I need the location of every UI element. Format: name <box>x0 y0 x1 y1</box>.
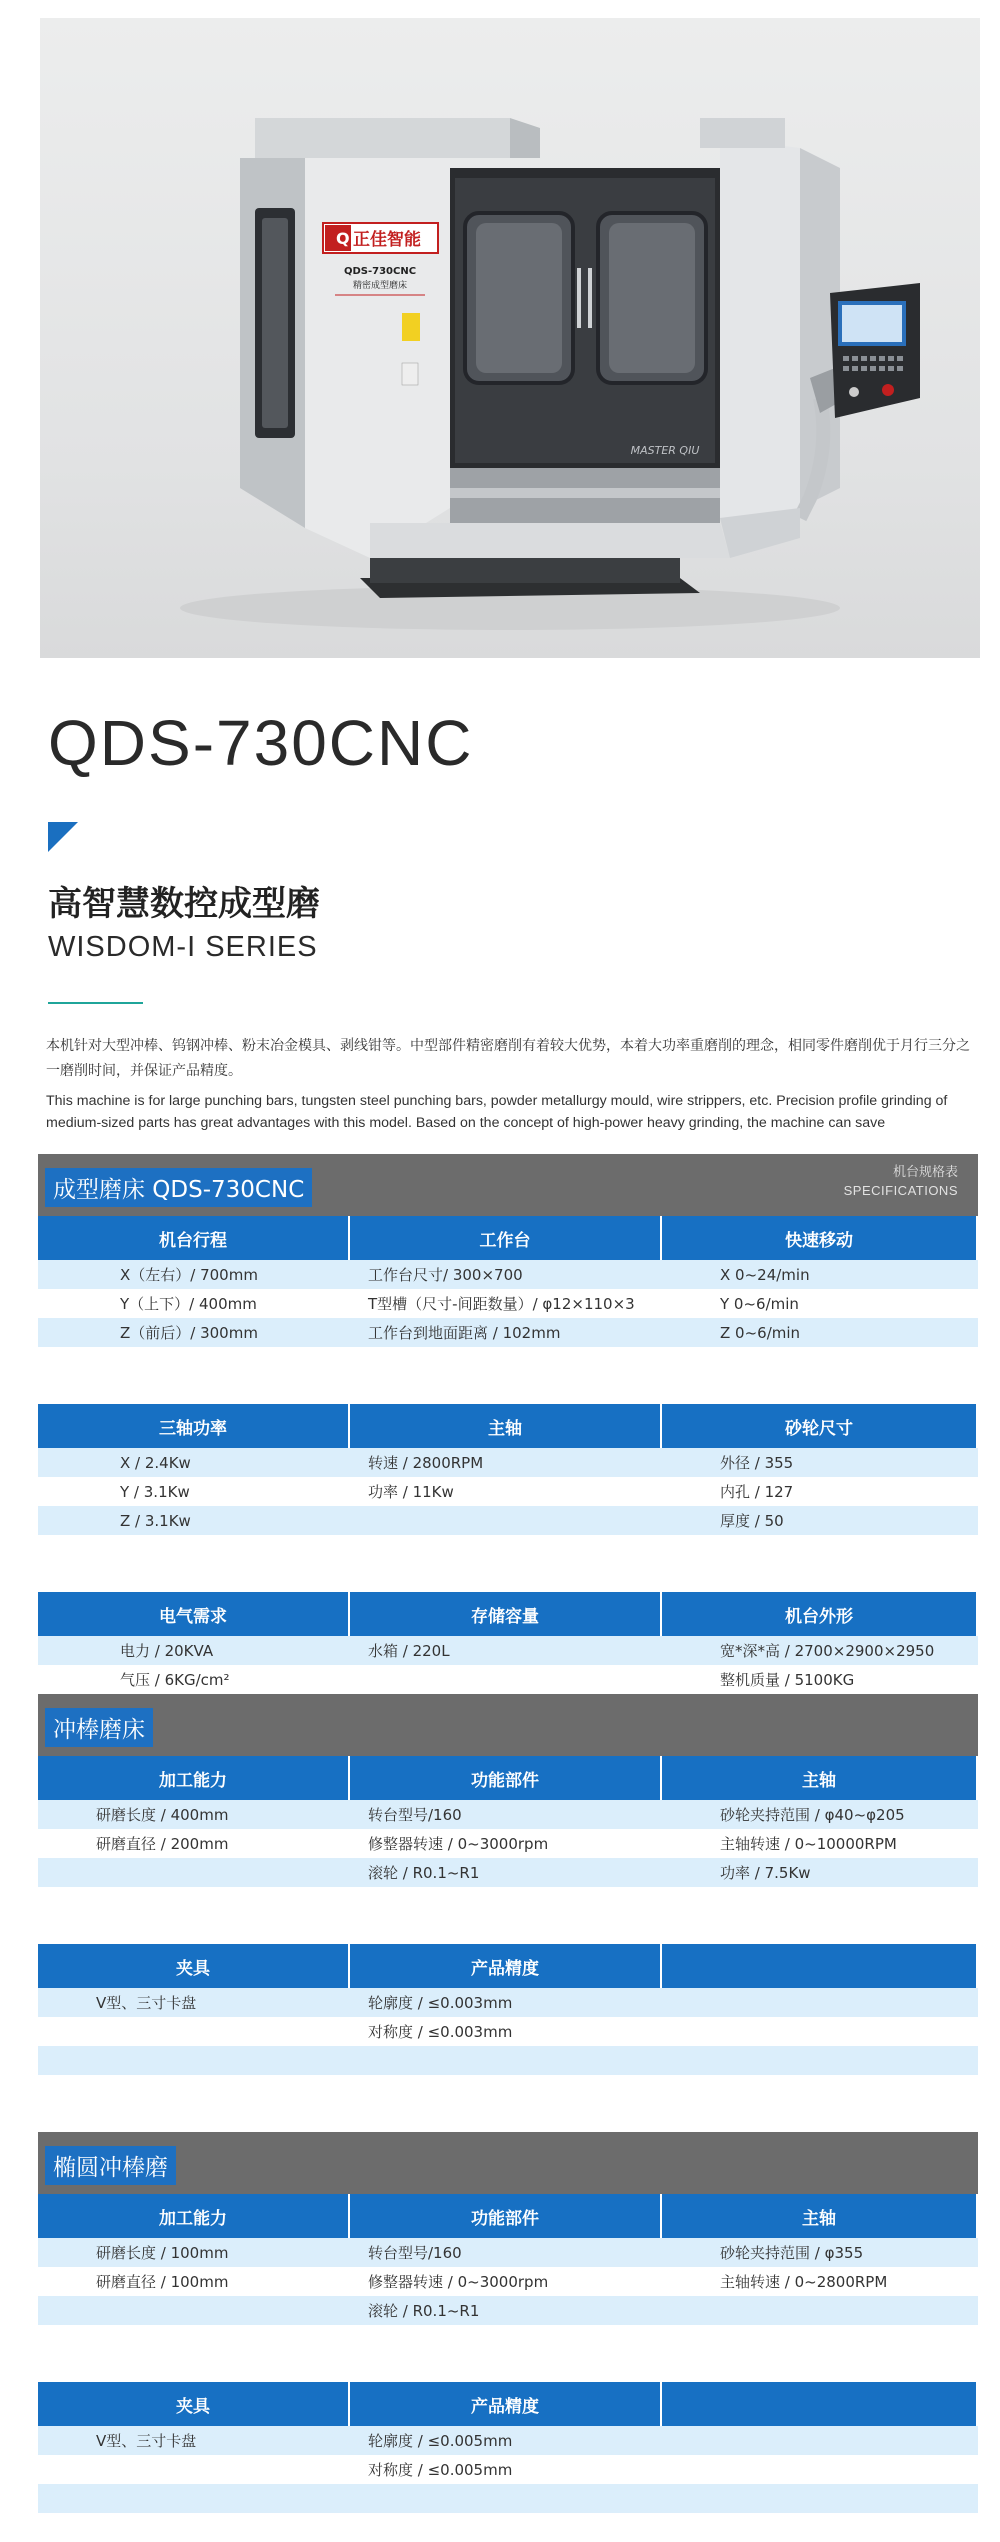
spec-cell: 整机质量 / 5100KG <box>662 1665 978 1694</box>
panel-model-text: QDS-730CNC <box>343 266 417 277</box>
spec-column-header: 电气需求 <box>38 1592 350 1636</box>
spec-column-header: 夹具 <box>38 2382 350 2426</box>
spec-cell: 气压 / 6KG/cm² <box>38 1665 350 1694</box>
spec-cell <box>350 1506 662 1535</box>
spec-cell: Z 0~6/min <box>662 1318 978 1347</box>
spec-column-header: 工作台 <box>350 1216 662 1260</box>
spec-cell: 功率 / 11Kw <box>350 1477 662 1506</box>
spec-cell: 工作台到地面距离 / 102mm <box>350 1318 662 1347</box>
spec-cell: 对称度 / ≤0.005mm <box>350 2455 662 2484</box>
spec-cell <box>350 2325 662 2354</box>
spec-cell <box>662 2017 978 2046</box>
spec-cell <box>350 2046 662 2075</box>
block-spacer <box>38 1564 978 1592</box>
spec-cell: 主轴转速 / 0~2800RPM <box>662 2267 978 2296</box>
spec-cell: X（左右）/ 700mm <box>38 1260 350 1289</box>
spec-cell <box>38 2075 350 2104</box>
description-en: This machine is for large punching bars, tungsten steel punching bars, powder metallurgy mould, wire strippers, etc. Precision profile grinding of medium-sized parts has great advantages with this model. Based on the concept of high-power heavy grinding, the machine can save <box>46 1093 948 1131</box>
spec-cell: 修整器转速 / 0~3000rpm <box>350 1829 662 1858</box>
spec-cell: 轮廓度 / ≤0.003mm <box>350 1988 662 2017</box>
grinder-machine-illustration <box>40 18 980 658</box>
section-label: 冲棒磨床 <box>45 1708 153 1747</box>
spec-cell <box>662 1347 978 1376</box>
spec-column-header: 三轴功率 <box>38 1404 350 1448</box>
spec-cell <box>38 1535 350 1564</box>
spec-column-header: 存储容量 <box>350 1592 662 1636</box>
base-brand-text: MASTER QIU <box>630 444 700 457</box>
section-header-oval-punch-grinder <box>38 2132 978 2194</box>
spec-cell <box>662 2426 978 2455</box>
spec-column-header: 主轴 <box>662 1756 978 1800</box>
panel-subtitle-text: 精密成型磨床 <box>352 281 408 291</box>
spec-cell: 研磨直径 / 100mm <box>38 2267 350 2296</box>
section-label: 椭圆冲棒磨 <box>45 2146 176 2185</box>
spec-cell: 研磨长度 / 100mm <box>38 2238 350 2267</box>
spec-cell: 水箱 / 220L <box>350 1636 662 1665</box>
svg-text:Q: Q <box>336 229 350 248</box>
product-title-en: WISDOM-I SERIES <box>48 931 318 963</box>
spec-column-header: 产品精度 <box>350 1944 662 1988</box>
spec-cell: T型槽（尺寸-间距数量）/ φ12×110×3 <box>350 1289 662 1318</box>
spec-cell: 功率 / 7.5Kw <box>662 1858 978 1887</box>
block-spacer <box>38 2354 978 2382</box>
spec-cell <box>662 2075 978 2104</box>
spec-column-header: 功能部件 <box>350 1756 662 1800</box>
product-page <box>0 18 1000 2542</box>
spec-block <box>38 2194 978 2354</box>
spec-cell <box>662 2513 978 2542</box>
spec-cell: 砂轮夹持范围 / φ40~φ205 <box>662 1800 978 1829</box>
spec-cell <box>350 1535 662 1564</box>
block-spacer <box>38 1916 978 1944</box>
spec-cell <box>350 1665 662 1694</box>
spec-cell: 轮廓度 / ≤0.005mm <box>350 2426 662 2455</box>
spec-column-header: 快速移动 <box>662 1216 978 1260</box>
spec-cell <box>38 2046 350 2075</box>
spec-cell <box>662 2455 978 2484</box>
spec-cell: 外径 / 355 <box>662 1448 978 1477</box>
spec-block <box>38 1404 978 1564</box>
spec-cell <box>38 2325 350 2354</box>
spec-column-header: 功能部件 <box>350 2194 662 2238</box>
section-header-forming-grinder <box>38 1154 978 1216</box>
spec-cell: 工作台尺寸/ 300×700 <box>350 1260 662 1289</box>
spec-column-header <box>662 2382 978 2426</box>
spec-cell <box>350 2075 662 2104</box>
spec-cell <box>38 2455 350 2484</box>
spec-column-header: 加工能力 <box>38 1756 350 1800</box>
spec-cell <box>662 2325 978 2354</box>
block-spacer <box>38 1376 978 1404</box>
spec-cell <box>350 2513 662 2542</box>
spec-column-header: 机台行程 <box>38 1216 350 1260</box>
spec-cell <box>662 2484 978 2513</box>
spec-block <box>38 1756 978 1916</box>
spec-cell <box>662 1535 978 1564</box>
brand-logo-text: 正佳智能 <box>353 230 421 250</box>
spec-table-title-en: SPECIFICATIONS <box>843 1183 958 1198</box>
spec-block <box>38 1216 978 1376</box>
spec-cell: Z（前后）/ 300mm <box>38 1318 350 1347</box>
spec-cell: Y 0~6/min <box>662 1289 978 1318</box>
section-label: 成型磨床 QDS-730CNC <box>45 1168 312 1207</box>
spec-cell: 内孔 / 127 <box>662 1477 978 1506</box>
spec-column-header: 产品精度 <box>350 2382 662 2426</box>
spec-cell: Y / 3.1Kw <box>38 1477 350 1506</box>
spec-column-header: 加工能力 <box>38 2194 350 2238</box>
spec-cell <box>38 1347 350 1376</box>
spec-cell <box>350 1887 662 1916</box>
accent-triangle-icon <box>48 822 78 852</box>
spec-cell: Z / 3.1Kw <box>38 1506 350 1535</box>
spec-column-header: 机台外形 <box>662 1592 978 1636</box>
divider-line <box>48 1002 143 1004</box>
spec-cell <box>662 1887 978 1916</box>
spec-block <box>38 1944 978 2104</box>
spec-cell <box>38 2296 350 2325</box>
spec-cell: 转速 / 2800RPM <box>350 1448 662 1477</box>
spec-cell <box>350 1347 662 1376</box>
spec-cell <box>38 2017 350 2046</box>
product-title-cn: 高智慧数控成型磨 <box>48 884 320 924</box>
spec-cell: 宽*深*高 / 2700×2900×2950 <box>662 1636 978 1665</box>
spec-cell <box>350 2484 662 2513</box>
spec-cell: 厚度 / 50 <box>662 1506 978 1535</box>
spec-cell <box>38 2484 350 2513</box>
spec-cell <box>662 2296 978 2325</box>
spec-cell: 滚轮 / R0.1~R1 <box>350 1858 662 1887</box>
spec-column-header: 主轴 <box>662 2194 978 2238</box>
spec-table-title-cn: 机台规格表 <box>892 1165 958 1180</box>
spec-cell: 研磨长度 / 400mm <box>38 1800 350 1829</box>
spec-column-header: 主轴 <box>350 1404 662 1448</box>
spec-column-header <box>662 1944 978 1988</box>
spec-cell <box>662 1988 978 2017</box>
machine-photo <box>40 18 980 658</box>
spec-cell: 修整器转速 / 0~3000rpm <box>350 2267 662 2296</box>
spec-column-header: 砂轮尺寸 <box>662 1404 978 1448</box>
spec-block <box>38 1592 978 1694</box>
spec-block <box>38 2382 978 2542</box>
spec-cell: 滚轮 / R0.1~R1 <box>350 2296 662 2325</box>
spec-cell: 转台型号/160 <box>350 2238 662 2267</box>
description-cn: 本机针对大型冲棒、钨钢冲棒、粉末冶金模具、剥线钳等。中型部件精密磨削有着较大优势，本着大功率重磨削的理念，相同零件磨削优于月行三分之一磨削时间，并保证产品精度。 <box>46 1038 970 1079</box>
spec-cell: Y（上下）/ 400mm <box>38 1289 350 1318</box>
section-subtitle <box>844 1164 958 1200</box>
spec-cell <box>38 1887 350 1916</box>
spec-column-header: 夹具 <box>38 1944 350 1988</box>
spec-cell: V型、三寸卡盘 <box>38 1988 350 2017</box>
spec-cell: X 0~24/min <box>662 1260 978 1289</box>
spec-cell: 对称度 / ≤0.003mm <box>350 2017 662 2046</box>
spec-cell: 电力 / 20KVA <box>38 1636 350 1665</box>
block-spacer <box>38 2104 978 2132</box>
spec-cell: 转台型号/160 <box>350 1800 662 1829</box>
spec-cell: 研磨直径 / 200mm <box>38 1829 350 1858</box>
spec-cell: V型、三寸卡盘 <box>38 2426 350 2455</box>
spec-cell <box>662 2046 978 2075</box>
spec-cell: 砂轮夹持范围 / φ355 <box>662 2238 978 2267</box>
model-title: QDS-730CNC <box>48 707 474 779</box>
spec-cell <box>38 1858 350 1887</box>
spec-cell: X / 2.4Kw <box>38 1448 350 1477</box>
section-header-punch-grinder <box>38 1694 978 1756</box>
spec-cell <box>38 2513 350 2542</box>
spec-cell: 主轴转速 / 0~10000RPM <box>662 1829 978 1858</box>
